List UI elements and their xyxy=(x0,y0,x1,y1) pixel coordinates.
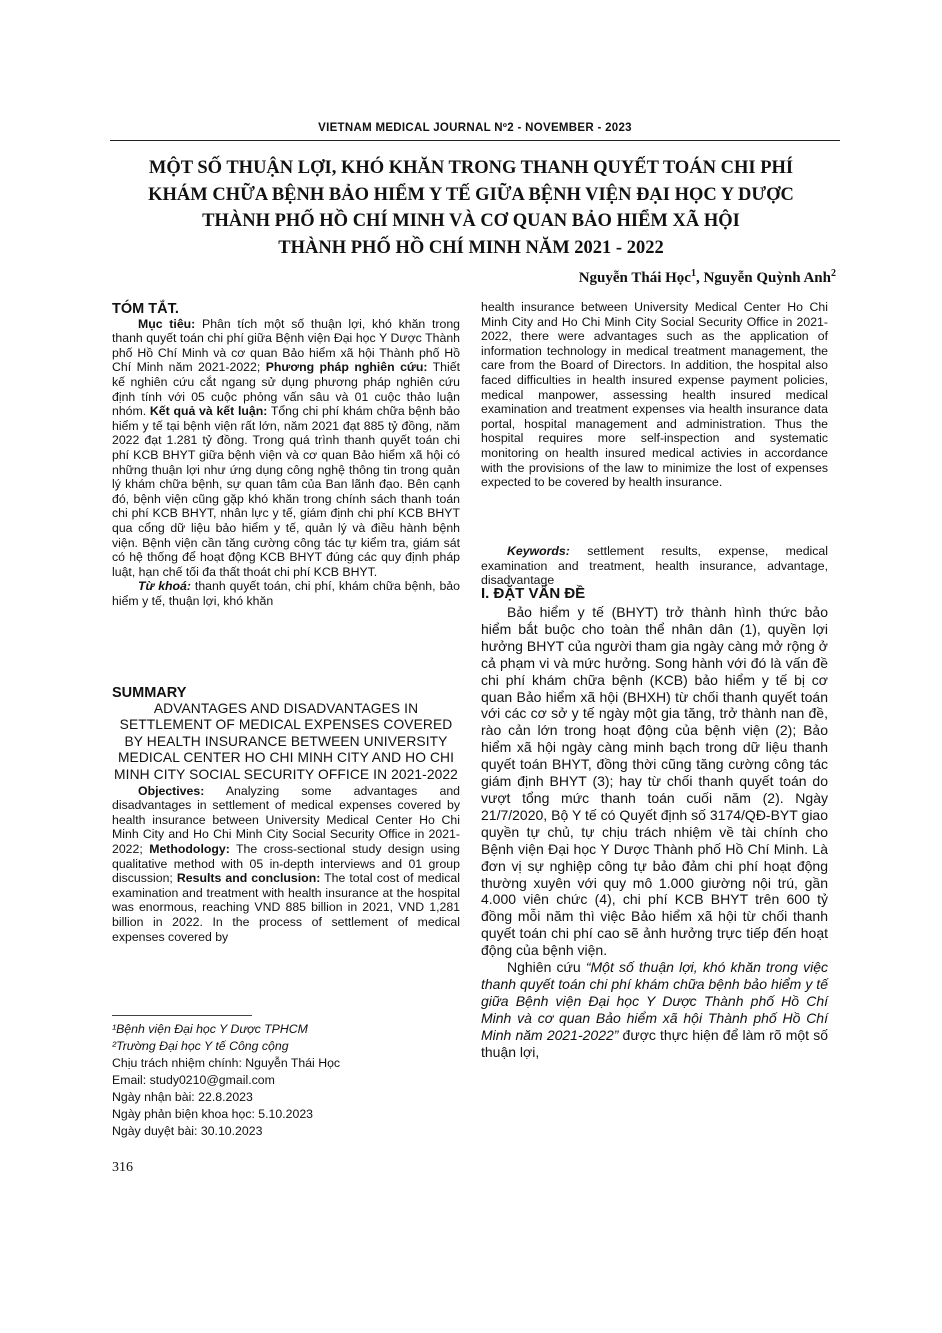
summary-body: Objectives: Analyzing some advantages and disadvantages in settlement of medical expenses covered by health insurance between University Medical Center Ho Chi Minh City and Ho Chi Minh City Social Security Office in 2021-2022; Methodology: The cross-sectional study design using qualitative method with 05 in-depth interviews and 01 group discussion; Results and conclusion: The total cost of medical examination and treatment with health insurance at the hospital was enormous, reaching VND 885 billion in 2021, VND 1,281 billion in 2022. In the process of settlement of medical expenses covered by xyxy=(112,783,460,944)
author-2: Nguyễn Quỳnh Anh xyxy=(703,270,831,286)
author-2-affil: 2 xyxy=(831,268,836,279)
author-1-affil: 1 xyxy=(690,268,696,279)
title-line: THÀNH PHỐ HỒ CHÍ MINH NĂM 2021 - 2022 xyxy=(278,237,664,258)
summary-english xyxy=(112,686,460,944)
summary-keywords: Keywords: settlement results, expense, medical examination and treatment, health insurance, advantage, disadvantage xyxy=(481,544,828,588)
abstract-heading: TÓM TẮT. xyxy=(112,301,179,317)
section-introduction xyxy=(481,584,828,1060)
footnote-rule xyxy=(112,1015,252,1016)
article-title xyxy=(95,155,847,261)
summary-continuation-text: health insurance between University Medical Center Ho Chi Minh City and Ho Chi Minh City Social Security Office in 2021-2022, there were advantages such as the application of information technology in medical treatment management, the care from the Board of Directors. In addition, the hospital also faced difficulties in health insured expense payment policies, medical manpower, assessing health insured medical examination and treatment expenses via health insurance data portal, hospital management and administration. Thus the hospital requires more self-inspection and systematic monitoring on health insured medical activies in accordance with the provisions of the law to minimize the lost of expenses expected to be covered by health insurance. xyxy=(481,300,828,490)
section-heading: I. ĐẶT VẤN ĐỀ xyxy=(481,585,586,602)
header-rule xyxy=(110,140,840,141)
author-separator: , xyxy=(695,270,704,286)
journal-header: VIETNAM MEDICAL JOURNAL Nº2 - NOVEMBER - 2023 xyxy=(318,122,632,134)
abstract-keywords: Từ khoá: thanh quyết toán, chi phí, khám chữa bệnh, bảo hiểm y tế, thuận lợi, khó khăn xyxy=(112,579,460,608)
summary-title: ADVANTAGES AND DISADVANTAGES IN SETTLEMENT OF MEDICAL EXPENSES COVERED BY HEALTH INSURANCE BETWEEN UNIVERSITY MEDICAL CENTER HO CHI MINH CITY AND HO CHI MINH CITY SOCIAL SECURITY OFFICE IN 2021-2022 xyxy=(114,700,458,782)
intro-paragraph-2: Nghiên cứu “Một số thuận lợi, khó khăn trong việc thanh quyết toán chi phí khám chữa bệnh bảo hiểm y tế giữa Bệnh viện Đại học Y Dược Thành phố Hồ Chí Minh và cơ quan Bảo hiểm xã hội Thành phố Hồ Chí Minh năm 2021-2022” được thực hiện để làm rõ một số thuận lợi, xyxy=(481,959,828,1060)
summary-continuation xyxy=(481,300,828,490)
footnote-email: Email: study0210@gmail.com xyxy=(112,1073,275,1087)
footnote-affil-1: ¹Bệnh viện Đại học Y Dược TPHCM xyxy=(112,1022,308,1036)
footnote-corresponding: Chịu trách nhiệm chính: Nguyễn Thái Học xyxy=(112,1056,341,1070)
page-number: 316 xyxy=(112,1160,133,1175)
title-line: MỘT SỐ THUẬN LỢI, KHÓ KHĂN TRONG THANH QUYẾT TOÁN CHI PHÍ xyxy=(148,158,794,178)
footnotes xyxy=(112,1021,460,1140)
footnote-reviewed: Ngày phản biện khoa học: 5.10.2023 xyxy=(112,1107,314,1121)
title-line: THÀNH PHỐ HỒ CHÍ MINH VÀ CƠ QUAN BẢO HIỂM XÃ HỘI xyxy=(202,211,740,231)
authors xyxy=(480,268,836,287)
abstract-objective: Mục tiêu: Phân tích một số thuận lợi, khó khăn trong thanh quyết toán chi phí giữa Bệnh viện Đại học Y Dược Thành phố Hồ Chí Minh và cơ quan Bảo hiểm xã hội Thành phố Hồ Chí Minh năm 2021-2022; Phương pháp nghiên cứu: Thiết kế nghiên cứu cắt ngang sử dụng phương pháp nghiên cứu định tính với 05 cuộc phỏng vấn sâu và 01 cuộc thảo luận nhóm. Kết quả và kết luận: Tổng chi phí khám chữa bệnh bảo hiểm y tế tại bệnh viện rất lớn, năm 2021 đạt 885 tỷ đồng, năm 2022 đạt 1.281 tỷ đồng. Trong quá trình thanh quyết toán chi phí KCB BHYT giữa bệnh viện và cơ quan Bảo hiểm xã hội có những thuận lợi như ứng dụng công nghệ thông tin trong quản lý khám chữa bệnh, sự quan tâm của Ban lãnh đạo. Bên cạnh đó, bệnh viện cũng gặp khó khăn trong chính sách thanh toán chi phí KCB BHYT, nhân lực y tế, giám định chi phí KCB BHYT qua cổng dữ liệu bảo hiểm y tế, quản lý và điều hành bệnh viện. Bệnh viện cần tăng cường công tác tự kiểm tra, giám sát có hệ thống để hoạt động KCB BHYT đúng các quy định pháp luật, hạn chế tối đa thất thoát chi phí KCB BHYT. xyxy=(112,316,461,579)
summary-heading: SUMMARY xyxy=(112,685,187,701)
author-1: Nguyễn Thái Học xyxy=(578,270,691,286)
intro-paragraph-1: Bảo hiểm y tế (BHYT) trở thành hình thức bảo hiểm bắt buộc cho toàn thể nhân dân (1), quyền lợi hưởng BHYT của người tham gia ngày càng mở rộng ở cả phạm vi và mức hưởng. Song hành với đó là vấn đề chi phí khám chữa bệnh (KCB) bảo hiểm y tế bị cơ quan Bảo hiểm xã hội (BHXH) từ chối thanh quyết toán với các cơ sở y tế ngày một gia tăng, trở thành nan đề, rào cản lớn trong hoạt động của bệnh viện (2); Bảo hiểm xã hội ngày càng minh bạch trong dữ liệu thanh quyết toán BHYT, đồng thời cũng tăng cường công tác giám định BHYT (3); hay từ chối thanh quyết toán do vượt tổng mức thanh toán cuối năm (2). Ngày 21/7/2020, Bộ Y tế có Quyết định số 3174/QĐ-BYT giao quyền tự chủ, tự chịu trách nhiệm về tài chính cho Bệnh viện Đại học Y Dược Thành phố Hồ Chí Minh. Là đơn vị sự nghiệp công tự bảo đảm chi phí hoạt động thường xuyên với quy mô 1.000 giường nội trú, gần 4.000 viên chức (4), chi phí KCB BHYT trên 600 tỷ đồng mỗi năm thì việc Bảo hiểm xã hội từ chối thanh quyết toán chi phí cao sẽ ảnh hưởng trực tiếp đến hoạt động của bệnh viện. xyxy=(481,604,828,959)
footnote-received: Ngày nhận bài: 22.8.2023 xyxy=(112,1090,253,1104)
footnote-affil-2: ²Trường Đại học Y tế Công cộng xyxy=(112,1039,289,1053)
footnote-accepted: Ngày duyệt bài: 30.10.2023 xyxy=(112,1124,263,1138)
abstract-vietnamese xyxy=(112,302,460,608)
title-line: KHÁM CHỮA BỆNH BẢO HIỂM Y TẾ GIỮA BỆNH VIỆN ĐẠI HỌC Y DƯỢC xyxy=(148,184,794,205)
